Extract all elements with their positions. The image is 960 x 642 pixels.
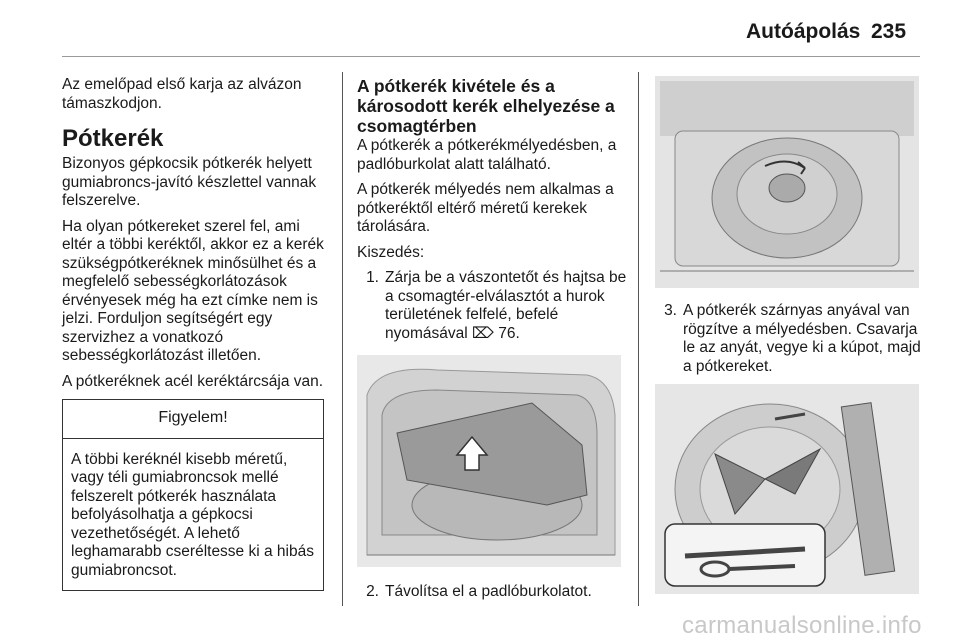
paragraph: A pótkeréknek acél keréktárcsája van. bbox=[62, 372, 324, 390]
warning-box bbox=[62, 399, 324, 591]
paragraph: A pótkerék mélyedés nem alkalmas a pótkeréktől eltérő méretű kerekek tárolására. bbox=[357, 181, 614, 235]
warning-body: A többi keréknél kisebb méretű, vagy téli gumiabroncsok mellé felszerelt pótkerék használata befolyásolhatja a gépkocsi vezethetőségét. A lehető leghamarabb cseréltesse ki a hibás gumiabroncsot. bbox=[71, 450, 314, 579]
column-3 bbox=[655, 76, 923, 594]
section-heading-spare-wheel: Pótkerék bbox=[62, 125, 164, 152]
jack-and-tools-illustration bbox=[655, 384, 919, 594]
step-text: Távolítsa el a padlóburkolatot. bbox=[385, 583, 592, 600]
step-text: Zárja be a vászontetőt és hajtsa be a csomagtér-elválasztót a hurok területének felfelé, befelé nyomásával ⌦ 76. bbox=[385, 269, 627, 342]
header-rule bbox=[62, 56, 920, 57]
trunk-floor-illustration bbox=[357, 355, 621, 567]
column-divider-1 bbox=[342, 72, 343, 606]
watermark: carmanualsonline.info bbox=[682, 612, 922, 639]
warning-title: Figyelem! bbox=[63, 400, 323, 439]
paragraph: Kiszedés: bbox=[357, 243, 425, 261]
column-1 bbox=[62, 76, 326, 591]
page-header bbox=[0, 18, 960, 48]
spare-wheel-well-illustration bbox=[655, 76, 919, 288]
step-number: 3. bbox=[664, 302, 677, 319]
paragraph: A pótkerék a pótkerékmélyedésben, a padlóburkolat alatt található. bbox=[357, 137, 617, 173]
section-heading-removal: A pótkerék kivétele és a károsodott kerék elhelyezése a csomagtérben bbox=[357, 76, 615, 136]
paragraph: Ha olyan pótkereket szerel fel, ami eltér a többi keréktől, akkor ez a kerék szükségpótkeréknek minősülhet és a megfelelő sebességkorlátozások érvényesek még ha ezt címke nem is jelzi. Forduljon segítségért egy szervizhez a vonatkozó sebességkorlátozást illetően. bbox=[62, 217, 324, 364]
step-number: 2. bbox=[366, 583, 379, 600]
step-2 bbox=[357, 583, 627, 602]
step-number: 1. bbox=[366, 269, 379, 286]
paragraph: Bizonyos gépkocsik pótkerék helyett gumiabroncs-javító készlettel vannak felszerelve. bbox=[62, 155, 317, 209]
step-text: A pótkerék szárnyas anyával van rögzítve a mélyedésben. Csavarja le az anyát, vegye ki a kúpot, majd a pótkereket. bbox=[683, 302, 921, 375]
intro-text: Az emelőpad első karja az alvázon támaszkodjon. bbox=[62, 76, 302, 112]
column-divider-2 bbox=[638, 72, 639, 606]
column-2 bbox=[357, 76, 627, 608]
step-3 bbox=[655, 302, 923, 376]
page-number: 235 bbox=[871, 20, 907, 43]
chapter-title: Autóápolás bbox=[746, 20, 861, 43]
step-1 bbox=[357, 269, 627, 343]
